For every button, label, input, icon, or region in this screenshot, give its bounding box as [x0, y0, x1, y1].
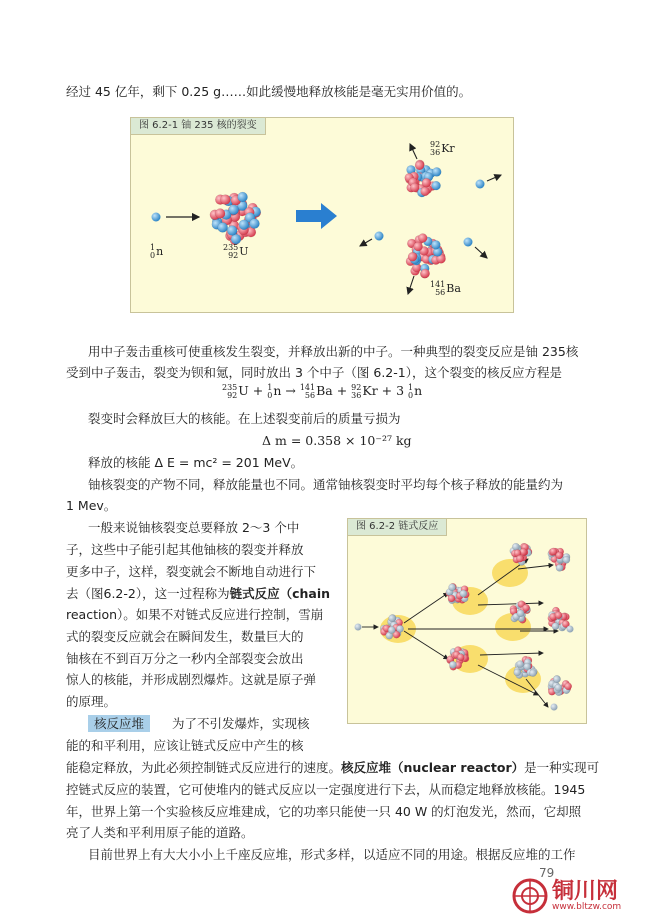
- krypton-label: 92 36Kr: [430, 140, 455, 157]
- text-line: 能的和平利用，应该让链式反应中产生的核: [66, 738, 304, 753]
- uranium-nucleus: [514, 656, 538, 678]
- text-line: 铀核裂变的产物不同，释放能量也不同。通常铀核裂变时平均每个核子释放的能量约为: [88, 477, 564, 492]
- text-line: 目前世界上有大大小小上千座反应堆，形式多样，以适应不同的用途。根据反应堆的工作: [88, 847, 576, 862]
- figure-caption: 图 6.2-2 链式反应: [348, 519, 447, 536]
- page-number: 79: [539, 866, 555, 880]
- text-line: 更多中子，这样，裂变就会不断地自动进行下: [66, 564, 317, 579]
- watermark: [512, 878, 636, 914]
- watermark-url: www.bltzw.com: [552, 902, 622, 912]
- reaction-arrow-icon: [296, 203, 337, 229]
- text-line: 惊人的核能，并形成剧烈爆炸。这就是原子弹: [66, 672, 317, 687]
- watermark-logo-icon: [512, 878, 548, 914]
- text-line: 铀核在不到百万分之一秒内全部裂变会放出: [66, 651, 304, 666]
- text-line: 为了不引发爆炸，实现核: [172, 716, 310, 731]
- text-line: 的原理。: [66, 694, 117, 709]
- text-line: 亮了人类和平利用原子能的道路。: [66, 825, 254, 840]
- mass-defect-formula: Δ m = 0.358 × 10⁻²⁷ kg: [262, 433, 412, 448]
- neutron-particle: [152, 213, 161, 222]
- text-line: 经过 45 亿年，剩下 0.25 g……如此缓慢地释放核能是毫无实用价值的。: [66, 84, 472, 99]
- uranium-nucleus: [446, 583, 470, 603]
- text-line: 式的裂变反应就会在瞬间发生，数量巨大的: [66, 629, 304, 644]
- text-line: 一般来说铀核裂变总要释放 2～3 个中: [88, 520, 300, 535]
- text-line: 子，这些中子能引起其他铀核的裂变并释放: [66, 542, 304, 557]
- text-line: 裂变时会释放巨大的核能。在上述裂变前后的质量亏损为: [88, 411, 401, 426]
- krypton-nucleus: [405, 160, 442, 197]
- text-line: 受到中子轰击，裂变为钡和氪，同时放出 3 个中子（图 6.2-1），这个裂变的核反应方程是: [66, 365, 562, 380]
- watermark-text: 铜川网: [552, 879, 619, 904]
- figure-caption: 图 6.2-1 铀 235 核的裂变: [131, 118, 266, 135]
- text-line: 用中子轰击重核可使重核发生裂变，并释放出新的中子。一种典型的裂变反应是铀 235核: [88, 344, 579, 359]
- figure-chain-reaction: [347, 518, 587, 724]
- text-line: reaction）。如果不对链式反应进行控制，雪崩: [66, 607, 324, 622]
- text-line: [88, 714, 150, 734]
- uranium-label: 235 92U: [223, 243, 249, 260]
- text-line: 能稳定释放，为此必须控制链式反应进行的速度。核反应堆（nuclear reactor）是一种实现可: [66, 760, 600, 775]
- text-line: 1 Mev。: [66, 498, 117, 513]
- text-line: 年，世界上第一个实验核反应堆建成，它的功率只能使一只 40 W 的灯泡发光，然而，它却照: [66, 804, 582, 819]
- neutron-label: 1 0n: [150, 243, 164, 260]
- text-line: 释放的核能 Δ E = mc² = 201 MeV。: [88, 455, 304, 470]
- chain-reaction-diagram: [348, 519, 586, 723]
- uranium-nucleus: [380, 614, 403, 639]
- text-line: 控链式反应的装置，它可使堆内的链式反应以一定强度进行下去，从而稳定地释放核能。1945: [66, 782, 586, 797]
- figure-uranium-fission: [130, 117, 514, 313]
- barium-label: 141 56Ba: [430, 280, 461, 297]
- uranium-nucleus: [210, 192, 261, 245]
- neutron-particle: [551, 704, 558, 711]
- barium-nucleus: [406, 234, 446, 279]
- neutron-particle: [567, 626, 574, 633]
- neutron-particle: [355, 624, 362, 631]
- text-line: 去（图6.2-2），这一过程称为链式反应（chain: [66, 586, 331, 601]
- fission-equation: 235 92U + 1 0n → 141 56Ba + 92 36Kr + 3 1 0n: [222, 382, 423, 400]
- section-tag: 核反应堆: [88, 715, 150, 732]
- uranium-nucleus: [548, 548, 570, 572]
- uranium-nucleus: [548, 675, 572, 695]
- uranium-nucleus: [548, 607, 570, 631]
